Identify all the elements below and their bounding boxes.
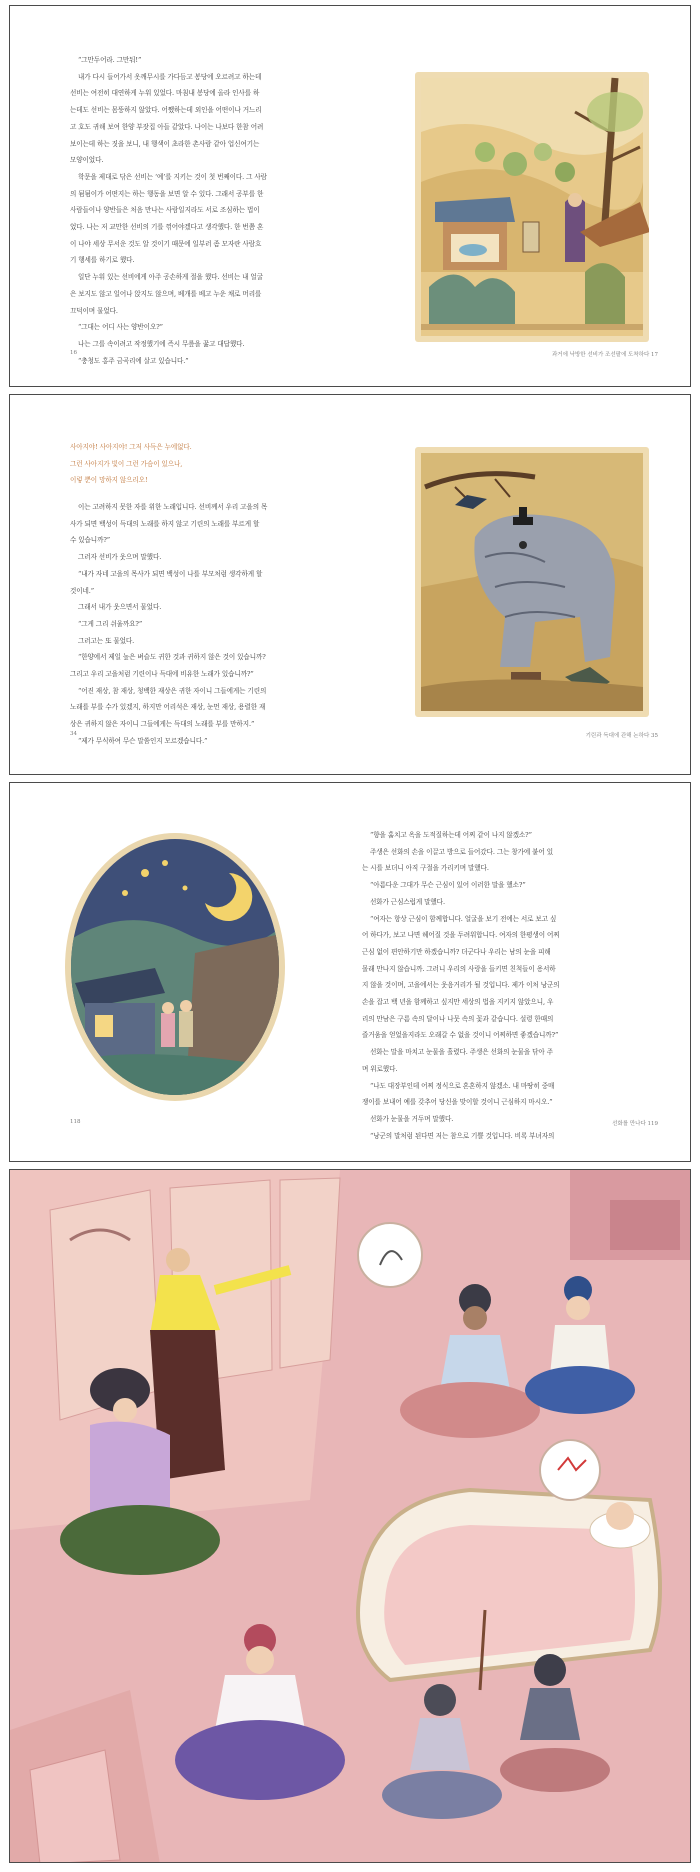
paragraph: “그대는 어디 사는 양반이오?”: [78, 323, 163, 332]
spread2-text: [70, 499, 267, 750]
paragraph: 선화가 눈물을 거두며 말했다.: [370, 1114, 454, 1123]
paragraph: 는데도 선비는 몸뚱하지 않았다. 어쨌하는데 외인을 어떤이나 거느리: [70, 106, 262, 115]
paragraph: 은 보지도 않고 일어나 앉지도 않으며, 베개를 베고 누운 채로 머리를: [70, 289, 262, 298]
paragraph: 끄덕이며 물었다.: [70, 306, 118, 315]
paragraph: 그러고는 또 물었다.: [78, 636, 135, 645]
book-spread-4-full-illustration: [9, 1169, 691, 1863]
paragraph: 수 있습니까?”: [70, 536, 111, 545]
verse-line: 그런 사아지가 빛이 그런 가슴이 있으나,: [70, 459, 183, 468]
paragraph: “낭군의 말처럼 된다면 저는 참으로 기쁠 것입니다. 비록 부녀자의: [370, 1131, 555, 1140]
paragraph: 의 됨됨이가 어떤지는 하는 행동을 보면 알 수 있다. 그래서 공부를 한: [70, 189, 264, 198]
folio-left: 34: [70, 731, 77, 737]
paragraph: 사가 되면 백성이 득대의 노래를 하지 않고 기린의 노래를 부르게 할: [70, 519, 260, 528]
folio-right: 선화를 만나다 119: [612, 1121, 658, 1127]
folio-left: 16: [70, 350, 77, 356]
illustration-tiger-and-magpie: [415, 447, 649, 717]
paragraph: 모양이었다.: [70, 156, 104, 165]
folio-left: 118: [70, 1119, 81, 1125]
folio-right: 기린과 득대에 관해 논하다 35: [585, 733, 658, 739]
paragraph: 이는 고려하지 못한 자를 위한 노래입니다. 선비께서 우리 고을의 목: [78, 503, 268, 511]
paragraph: 고 호도 귀해 보여 한양 부잣집 아들 같았다. 나이는 나보다 한참 어려: [70, 122, 264, 131]
paragraph: 사람들이나 양반들은 처음 만나는 사람일지라도 서로 조심하는 법이: [70, 206, 260, 215]
paragraph: 내가 다시 들어가서 옷깨무시를 가다듬고 봉당에 오르려고 하는데: [78, 72, 262, 81]
paragraph: 학문을 제대로 닦은 선비는 ‘예’를 지키는 것이 첫 번째이다. 그 사람: [78, 172, 267, 181]
paragraph: “내가 자네 고을의 목사가 되면 백성이 나를 부모처럼 생각하게 할: [78, 569, 263, 578]
paragraph: 그래서 내가 웃으면서 물었다.: [78, 603, 162, 612]
paragraph: 즐거움을 얻었을지라도 오래갈 수 없을 것이니 어찌하면 좋겠습니까?”: [362, 1031, 559, 1040]
paragraph: “제가 무식하여 무슨 말씀인지 모르겠습니다.”: [78, 736, 208, 745]
paragraph: 일단 누워 있는 선비에게 아주 공손하게 절을 했다. 선비는 내 얼굴: [78, 273, 263, 282]
paragraph: “나도 대장부인데 어찌 정식으로 혼혼하지 않겠소. 내 마땅히 중매: [370, 1081, 555, 1090]
paragraph: 주생은 선화의 손을 이끌고 방으로 들어갔다. 그는 창가에 붙어 있: [370, 847, 553, 856]
paragraph: “아름다운 그대가 무슨 근심이 있어 이러한 말을 했소?”: [370, 881, 526, 890]
paragraph: “그게 그리 쉬울까요?”: [78, 619, 143, 628]
verse-line: 사아지야! 사아지야! 그저 사득은 누에없다.: [70, 443, 192, 451]
paragraph: 리의 만남은 구름 속의 달이나 나뭇 속의 꽃과 같습니다. 설령 한때의: [362, 1014, 554, 1023]
paragraph: 며 위로했다.: [362, 1064, 398, 1073]
paragraph: 이 나야 세상 무서운 것도 알 것이기 때문에 일부러 좀 모자란 사람흐: [70, 239, 262, 248]
paragraph: “한양에서 제일 높은 벼슬도 귀한 것과 귀하지 않은 것이 있습니까?: [78, 653, 266, 662]
illustration-sickroom-scene: [10, 1170, 691, 1863]
paragraph: 는 시를 보더니 아직 구절을 가리키며 말했다.: [362, 864, 489, 873]
paragraph: 선화가 근심스럽게 말했다.: [370, 897, 445, 906]
paragraph: 선화는 말을 마치고 눈물을 흘렸다. 주생은 선화의 눈물을 닦아 주: [370, 1048, 553, 1057]
paragraph: 노래를 부를 수가 있겠지, 하지만 어리석은 재상, 눈먼 재상, 용렬한 재: [70, 703, 266, 712]
spread2-accent-verse: [70, 439, 192, 489]
paragraph: 손을 잡고 백 년을 함께하고 싶지만 세상의 법을 지키지 않았으니, 우: [362, 998, 554, 1007]
paragraph: “여자는 항상 근심이 함께합니다. 얼굴을 보기 전에는 서로 보고 싶: [370, 914, 557, 923]
verse-line: 이렇 뿐이 망하지 않으리오!: [70, 476, 148, 485]
paragraph: 지 않을 것이며, 고을에서는 웃음거리가 될 것입니다. 제가 이처 낭군의: [362, 981, 560, 990]
illustration-night-lovers-oval: [65, 833, 285, 1101]
book-spread-3: [9, 782, 691, 1162]
paragraph: 기 행세를 하기로 했다.: [70, 256, 135, 265]
folio-right: 과거에 낙방한 선비가 조선팔에 도착하다 17: [551, 352, 658, 358]
paragraph: 그리고 우리 고을처럼 기린이나 득대에 비유한 노래가 있습니까?”: [70, 670, 254, 679]
paragraph: 어 하다가, 보고 나면 헤어질 것을 두려워합니다. 여자의 한평생이 어찌: [362, 931, 560, 940]
paragraph: 상은 귀하지 않은 자이니 그들에게는 득대의 노래를 부를 만하지.”: [70, 720, 255, 729]
paragraph: 었다. 나는 저 교만한 선비의 기를 꺾어야겠다고 생각했다. 한 번쯤 혼: [70, 223, 264, 232]
paragraph: 보이는데 하는 짓을 보니, 내 행색이 초라한 촌사람 같아 업신여기는: [70, 139, 260, 148]
paragraph: 쟁이를 보내어 예를 갖추어 당신을 맞이할 것이니 근심하지 마시오.”: [362, 1098, 553, 1107]
paragraph: “충청도 홍주 금곡리에 살고 있습니다.”: [78, 356, 189, 365]
paragraph: 몰래 만나지 않습니까. 그러니 우리의 사랑을 들키면 친척들이 용서하: [362, 964, 556, 973]
book-spread-1: [9, 5, 691, 387]
illustration-scholar-village: [415, 72, 649, 342]
paragraph: “향을 훔치고 옥을 도적질하는데 어찌 같이 나지 않겠소?”: [370, 831, 532, 839]
paragraph: 선비는 여전히 대연하게 누워 있었다. 마침내 봉당에 올라 인사를 하: [70, 89, 260, 98]
paragraph: 것이네.”: [70, 586, 95, 595]
paragraph: 근심 없이 편안하기만 하겠습니까? 더군다나 우리는 남의 눈을 피해: [362, 947, 551, 956]
paragraph: 나는 그를 속이려고 작정했기에 즉시 무릎을 꿇고 대답했다.: [78, 339, 245, 348]
book-spread-2: [9, 394, 691, 775]
paragraph: “그만두어라. 그만둬!”: [78, 56, 142, 64]
paragraph: “어진 재상, 참 재상, 청백한 재상은 귀한 자이니 그들에게는 기린의: [78, 686, 267, 695]
paragraph: 그러자 선비가 웃으며 말했다.: [78, 553, 162, 562]
spread3-text: [362, 827, 560, 1144]
spread1-text: [70, 52, 267, 369]
